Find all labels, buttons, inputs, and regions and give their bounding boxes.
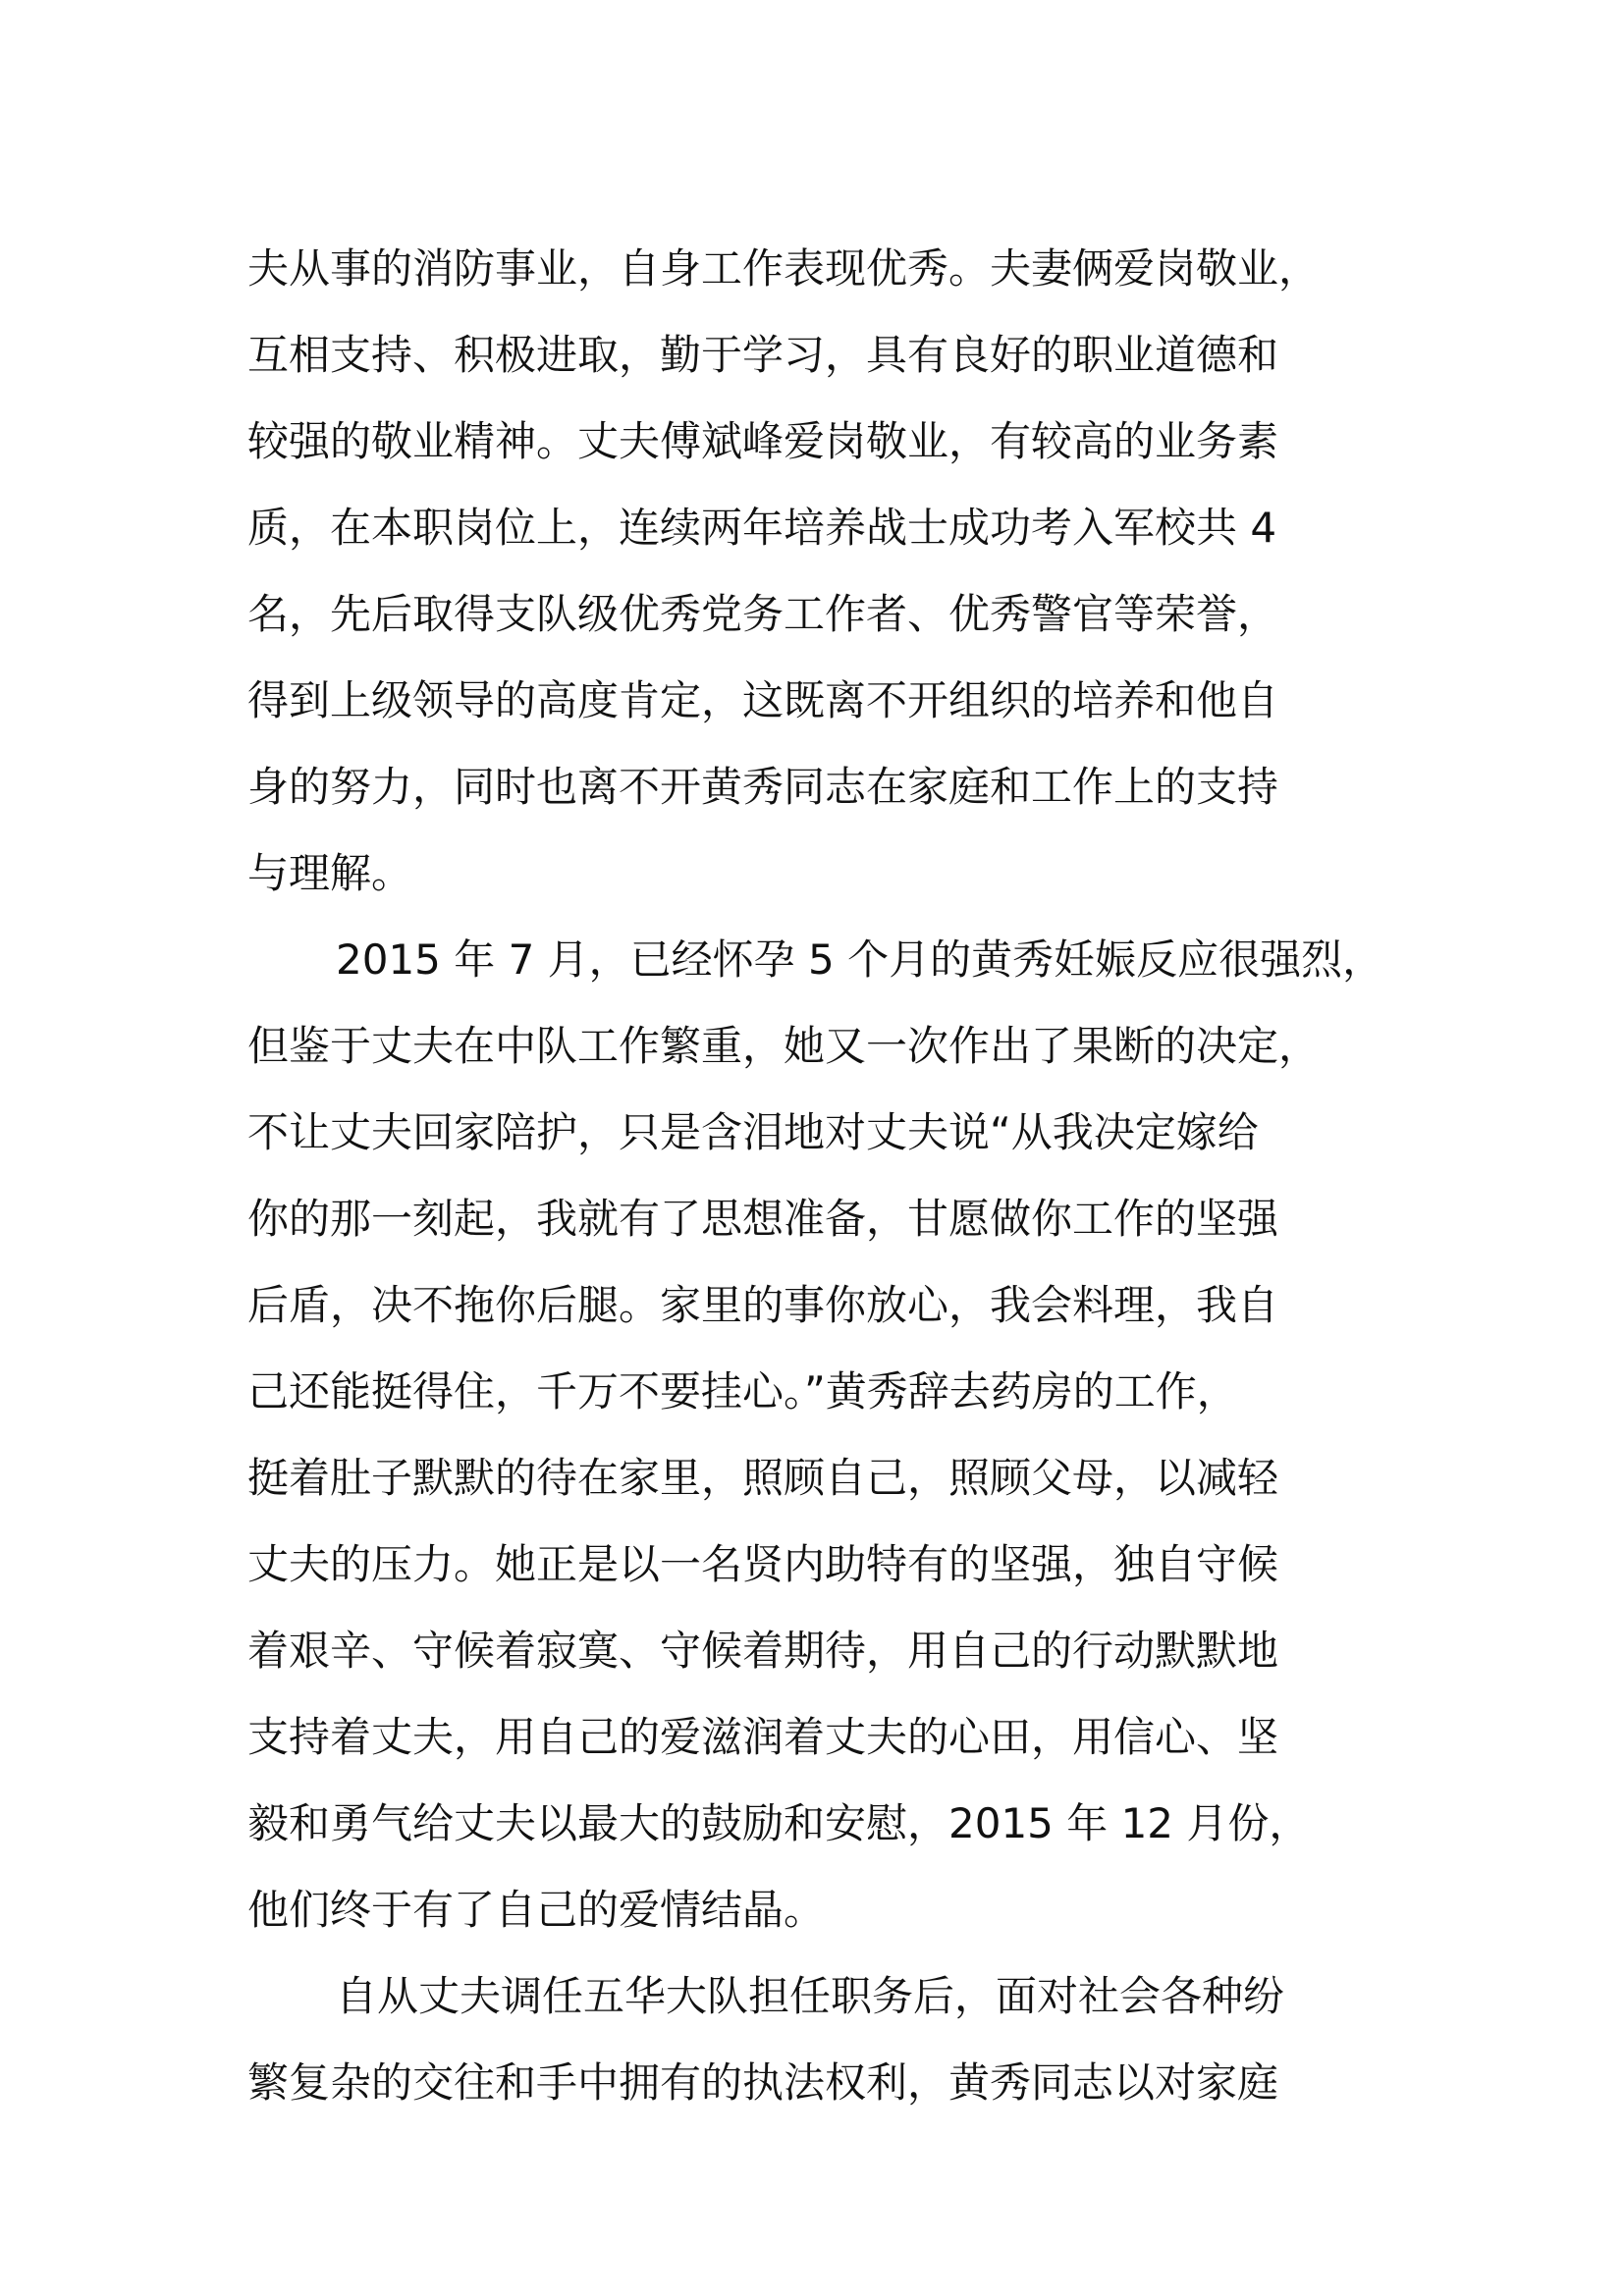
text-line: 质，在本职岗位上，连续两年培养战士成功考入军校共 4 <box>247 504 1277 552</box>
text-line: 名，先后取得支队级优秀党务工作者、优秀警官等荣誉， <box>247 590 1279 638</box>
text-line: 丈夫的压力。她正是以一名贤内助特有的坚强，独自守候 <box>247 1540 1279 1588</box>
text-line: 不让丈夫回家陪护，只是含泪地对丈夫说“从我决定嫁给 <box>247 1108 1259 1156</box>
text-line: 与理解。 <box>247 849 413 897</box>
text-line: 得到上级领导的高度肯定，这既离不开组织的培养和他自 <box>247 676 1279 724</box>
text-line: 着艰辛、守候着寂寞、守候着期待，用自己的行动默默地 <box>247 1627 1279 1675</box>
text-line: 夫从事的消防事业，自身工作表现优秀。夫妻俩爱岗敬业， <box>247 244 1321 293</box>
text-line: 毅和勇气给丈夫以最大的鼓励和安慰，2015 年 12 月份， <box>247 1799 1311 1847</box>
text-line: 身的努力，同时也离不开黄秀同志在家庭和工作上的支持 <box>247 763 1279 811</box>
text-line: 支持着丈夫，用自己的爱滋润着丈夫的心田，用信心、坚 <box>247 1713 1279 1761</box>
text-line: 繁复杂的交往和手中拥有的执法权利，黄秀同志以对家庭 <box>247 2058 1279 2107</box>
paragraph-start-line: 2015 年 7 月，已经怀孕 5 个月的黄秀妊娠反应很强烈， <box>336 935 1384 984</box>
text-line: 他们终于有了自己的爱情结晶。 <box>247 1886 826 1934</box>
text-line: 挺着肚子默默的待在家里，照顾自己，照顾父母，以减轻 <box>247 1454 1279 1502</box>
text-line: 较强的敬业精神。丈夫傅斌峰爱岗敬业，有较高的业务素 <box>247 417 1279 465</box>
body-text <box>247 226 1426 2126</box>
text-line: 互相支持、积极进取，勤于学习，具有良好的职业道德和 <box>247 331 1279 379</box>
text-line: 后盾，决不拖你后腿。家里的事你放心，我会料理，我自 <box>247 1281 1279 1329</box>
text-line: 你的那一刻起，我就有了思想准备，甘愿做你工作的坚强 <box>247 1195 1279 1243</box>
text-line: 但鉴于丈夫在中队工作繁重，她又一次作出了果断的决定， <box>247 1022 1321 1070</box>
text-line: 己还能挺得住，千万不要挂心。”黄秀辞去药房的工作， <box>247 1367 1238 1415</box>
paragraph-start-line: 自从丈夫调任五华大队担任职务后，面对社会各种纷 <box>336 1972 1285 2020</box>
